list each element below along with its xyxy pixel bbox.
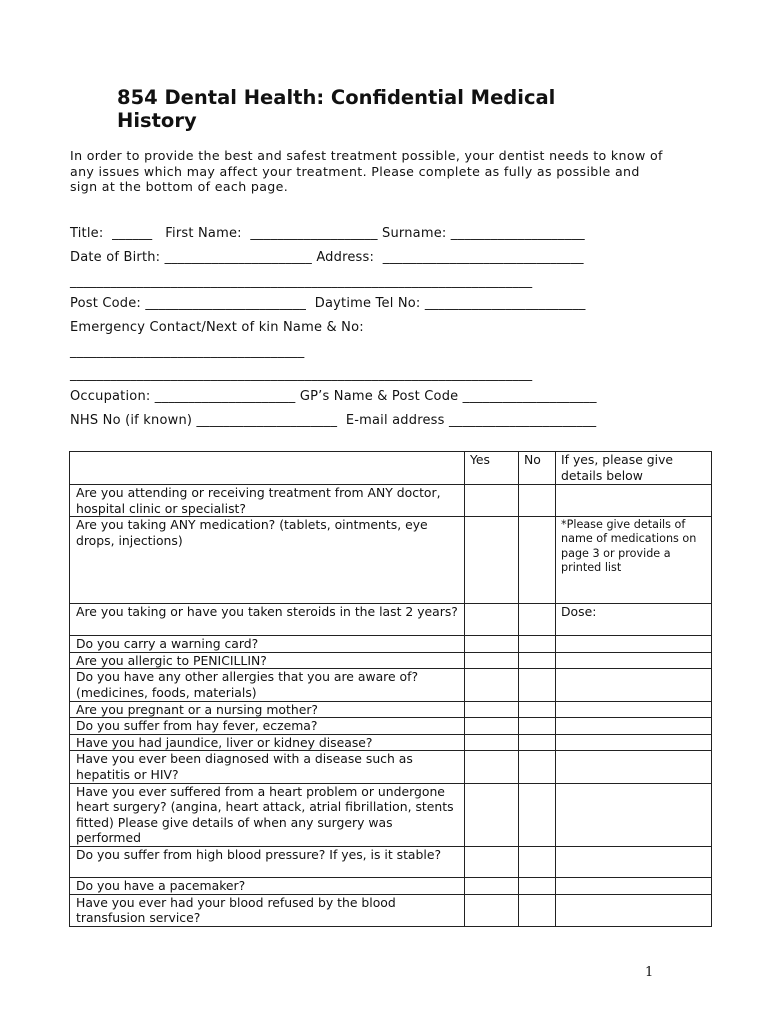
header-details: If yes, please give details below bbox=[556, 452, 712, 485]
table-row bbox=[70, 751, 712, 783]
table-row bbox=[70, 718, 712, 735]
question-cell: Do you carry a warning card? bbox=[70, 636, 465, 653]
address-continuation-line[interactable]: _____________________________________________________________________ bbox=[70, 274, 533, 289]
table-row bbox=[70, 669, 712, 701]
table-row bbox=[70, 485, 712, 517]
table-row bbox=[70, 604, 712, 636]
emergency-contact-line-2[interactable]: _____________________________________________________________________ bbox=[70, 367, 533, 382]
yes-cell[interactable] bbox=[465, 894, 519, 926]
table-row bbox=[70, 783, 712, 846]
no-cell[interactable] bbox=[519, 894, 556, 926]
table-header-row bbox=[70, 452, 712, 485]
details-cell[interactable] bbox=[556, 652, 712, 669]
table-row bbox=[70, 517, 712, 604]
yes-cell[interactable] bbox=[465, 734, 519, 751]
no-cell[interactable] bbox=[519, 846, 556, 877]
yes-cell[interactable] bbox=[465, 517, 519, 604]
yes-cell[interactable] bbox=[465, 669, 519, 701]
question-cell: Have you ever suffered from a heart problem or undergone heart surgery? (angina, heart attack, atrial fibrillation, stents fitted) Please give details of when any surgery was performed bbox=[70, 783, 465, 846]
page-number: 1 bbox=[645, 965, 654, 980]
details-cell[interactable] bbox=[556, 718, 712, 735]
details-cell[interactable] bbox=[556, 669, 712, 701]
yes-cell[interactable] bbox=[465, 604, 519, 636]
no-cell[interactable] bbox=[519, 636, 556, 653]
yes-cell[interactable] bbox=[465, 652, 519, 669]
no-cell[interactable] bbox=[519, 517, 556, 604]
question-cell: Do you suffer from high blood pressure? If yes, is it stable? bbox=[70, 846, 465, 877]
header-question bbox=[70, 452, 465, 485]
question-cell: Have you ever been diagnosed with a disease such as hepatitis or HIV? bbox=[70, 751, 465, 783]
yes-cell[interactable] bbox=[465, 701, 519, 718]
no-cell[interactable] bbox=[519, 877, 556, 894]
postcode-tel-line[interactable]: Post Code: ________________________ Daytime Tel No: ________________________ bbox=[70, 296, 586, 311]
question-cell: Do you suffer from hay fever, eczema? bbox=[70, 718, 465, 735]
emergency-contact-label: Emergency Contact/Next of kin Name & No: bbox=[70, 320, 364, 335]
nhs-email-line[interactable]: NHS No (if known) _____________________ E-mail address ______________________ bbox=[70, 413, 597, 428]
details-cell[interactable] bbox=[556, 894, 712, 926]
yes-cell[interactable] bbox=[465, 485, 519, 517]
details-cell[interactable] bbox=[556, 517, 712, 604]
header-no: No bbox=[519, 452, 556, 485]
table-row bbox=[70, 701, 712, 718]
no-cell[interactable] bbox=[519, 783, 556, 846]
details-cell[interactable] bbox=[556, 846, 712, 877]
title-name-line[interactable]: Title: ______ First Name: ___________________ Surname: ____________________ bbox=[70, 226, 585, 241]
details-cell[interactable] bbox=[556, 485, 712, 517]
details-cell[interactable] bbox=[556, 751, 712, 783]
question-cell: Do you have any other allergies that you are aware of? (medicines, foods, materials) bbox=[70, 669, 465, 701]
header-yes: Yes bbox=[465, 452, 519, 485]
medical-history-table bbox=[69, 451, 712, 927]
question-cell: Have you ever had your blood refused by the blood transfusion service? bbox=[70, 894, 465, 926]
question-cell: Are you taking ANY medication? (tablets, ointments, eye drops, injections) bbox=[70, 517, 465, 604]
details-cell[interactable] bbox=[556, 877, 712, 894]
question-cell: Are you allergic to PENICILLIN? bbox=[70, 652, 465, 669]
no-cell[interactable] bbox=[519, 718, 556, 735]
details-cell[interactable] bbox=[556, 636, 712, 653]
yes-cell[interactable] bbox=[465, 846, 519, 877]
details-cell[interactable] bbox=[556, 701, 712, 718]
yes-cell[interactable] bbox=[465, 636, 519, 653]
table-row bbox=[70, 894, 712, 926]
no-cell[interactable] bbox=[519, 701, 556, 718]
no-cell[interactable] bbox=[519, 751, 556, 783]
dob-address-line[interactable]: Date of Birth: ______________________ Address: ______________________________ bbox=[70, 250, 584, 265]
table-row bbox=[70, 877, 712, 894]
details-cell[interactable] bbox=[556, 783, 712, 846]
table-row bbox=[70, 652, 712, 669]
no-cell[interactable] bbox=[519, 604, 556, 636]
page-title: 854 Dental Health: Confidential Medical History bbox=[117, 86, 556, 132]
question-cell: Have you had jaundice, liver or kidney disease? bbox=[70, 734, 465, 751]
details-cell[interactable] bbox=[556, 734, 712, 751]
yes-cell[interactable] bbox=[465, 877, 519, 894]
occupation-gp-line[interactable]: Occupation: _____________________ GP’s Name & Post Code ____________________ bbox=[70, 389, 597, 404]
table-row bbox=[70, 734, 712, 751]
no-cell[interactable] bbox=[519, 485, 556, 517]
no-cell[interactable] bbox=[519, 734, 556, 751]
medication-note: *Please give details of name of medications on page 3 or provide a printed list bbox=[561, 518, 697, 574]
yes-cell[interactable] bbox=[465, 718, 519, 735]
no-cell[interactable] bbox=[519, 652, 556, 669]
no-cell[interactable] bbox=[519, 669, 556, 701]
yes-cell[interactable] bbox=[465, 783, 519, 846]
question-cell: Are you taking or have you taken steroids in the last 2 years? bbox=[70, 604, 465, 636]
question-cell: Are you attending or receiving treatment from ANY doctor, hospital clinic or specialist? bbox=[70, 485, 465, 517]
question-cell: Do you have a pacemaker? bbox=[70, 877, 465, 894]
intro-paragraph: In order to provide the best and safest treatment possible, your dentist needs to know of any issues which may affect your treatment. Please complete as fully as possible and sign at the bottom of each page. bbox=[70, 148, 663, 195]
table-row bbox=[70, 636, 712, 653]
table-row bbox=[70, 846, 712, 877]
emergency-contact-line[interactable]: ___________________________________ bbox=[70, 344, 305, 359]
details-cell[interactable]: Dose: bbox=[556, 604, 712, 636]
yes-cell[interactable] bbox=[465, 751, 519, 783]
question-cell: Are you pregnant or a nursing mother? bbox=[70, 701, 465, 718]
